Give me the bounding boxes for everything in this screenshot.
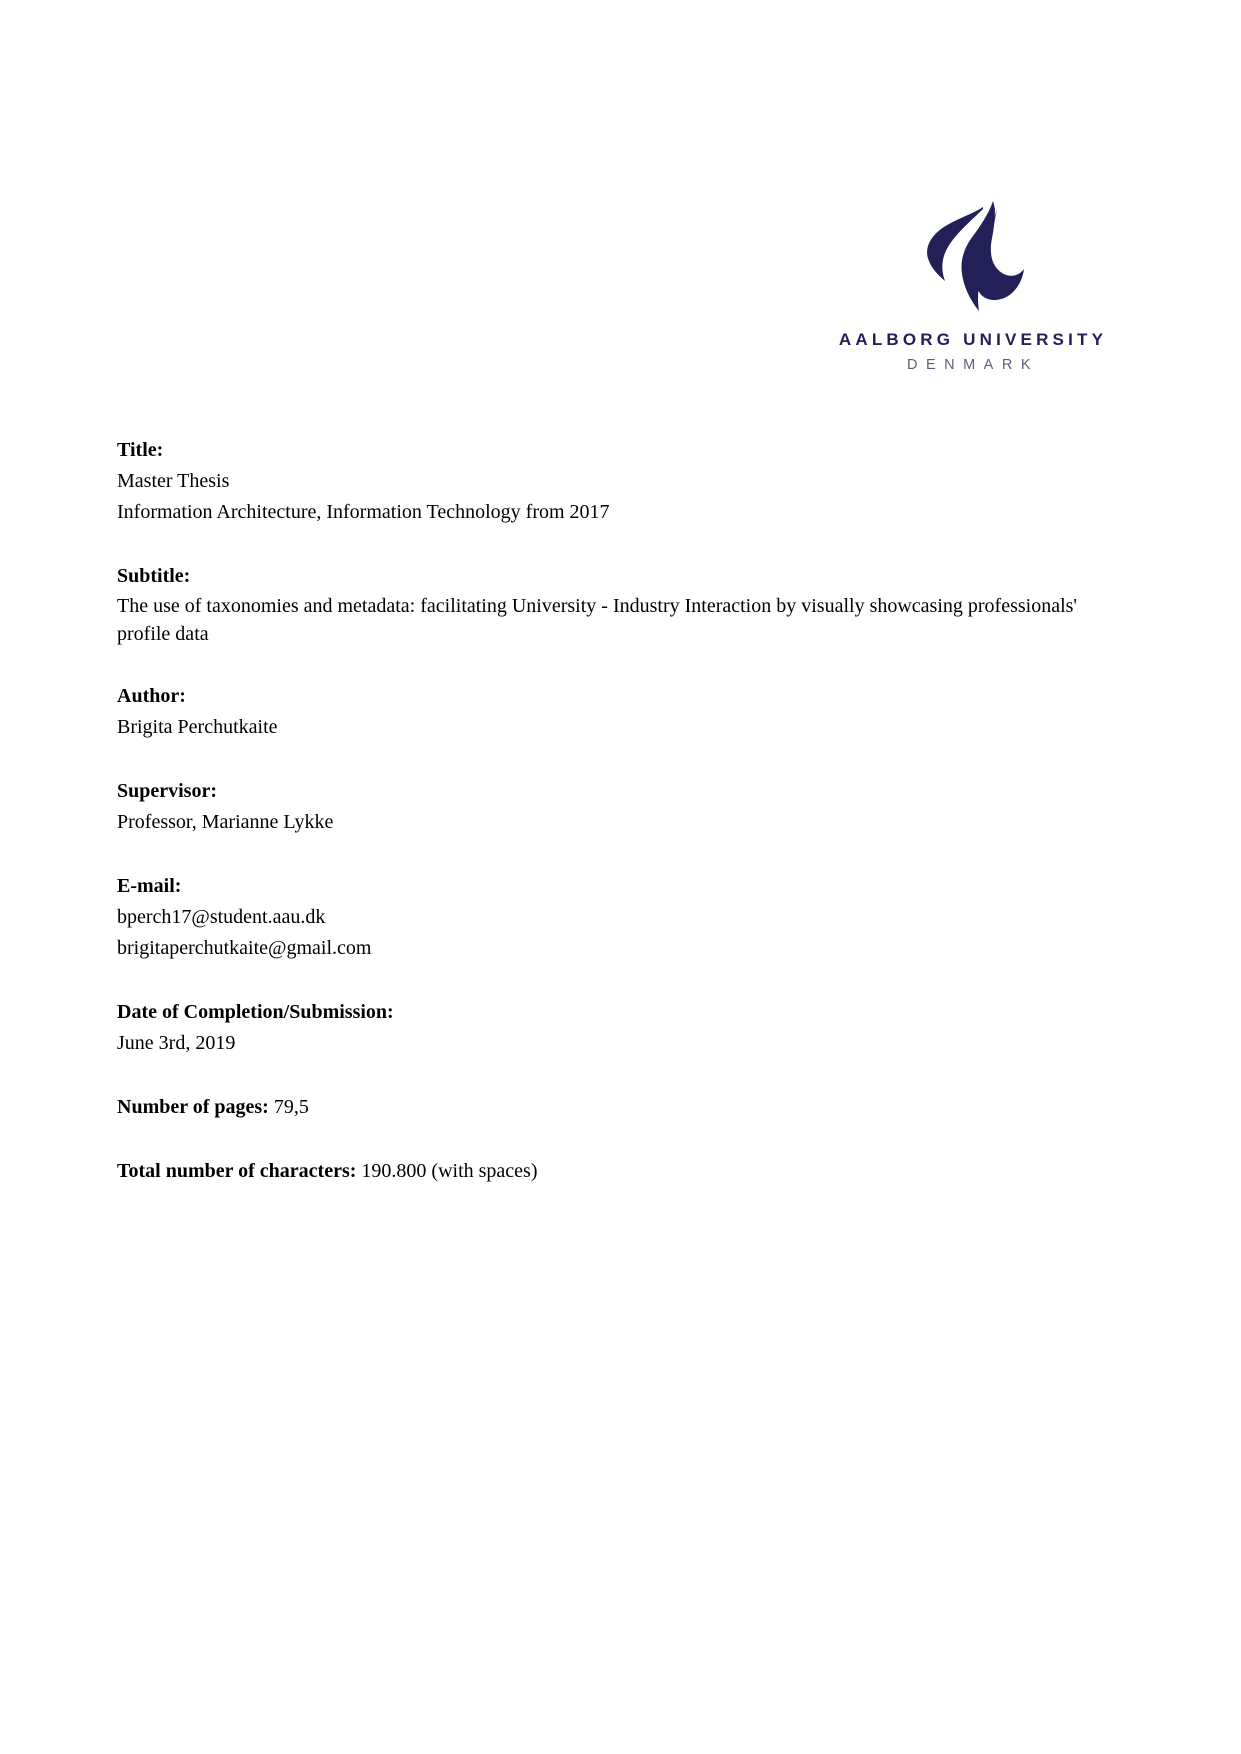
email-address-personal: brigitaperchutkaite@gmail.com [117, 937, 372, 959]
aau-logo [833, 197, 1113, 373]
field-block-subtitle [117, 561, 1102, 648]
field-block-title [117, 435, 1102, 528]
aau-flame-icon [922, 197, 1024, 315]
title-line-2: Information Architecture, Information Technology from 2017 [117, 501, 610, 523]
field-label-completion-date: Date of Completion/Submission: [117, 1001, 394, 1023]
logo-university-name: AALBORG UNIVERSITY [838, 330, 1108, 349]
field-label-email: E-mail: [117, 875, 182, 897]
page-count-value: 79,5 [273, 1096, 309, 1118]
field-label-character-count: Total number of characters: [117, 1160, 357, 1182]
field-label-author: Author: [117, 685, 186, 707]
field-block-character-count [117, 1156, 1102, 1187]
email-address-student: bperch17@student.aau.dk [117, 906, 326, 928]
field-block-completion-date [117, 997, 1102, 1059]
supervisor-name: Professor, Marianne Lykke [117, 811, 334, 833]
title-page-fields [117, 435, 1102, 1220]
field-label-supervisor: Supervisor: [117, 780, 217, 802]
logo-country-name: DENMARK [906, 357, 1039, 373]
field-block-email [117, 871, 1102, 964]
author-name: Brigita Perchutkaite [117, 716, 278, 738]
field-block-author [117, 681, 1102, 743]
field-label-subtitle: Subtitle: [117, 565, 191, 587]
field-block-supervisor [117, 776, 1102, 838]
field-block-page-count [117, 1092, 1102, 1123]
character-count-value: 190.800 (with spaces) [361, 1160, 538, 1182]
field-label-title: Title: [117, 439, 164, 461]
subtitle-text: The use of taxonomies and metadata: facilitating University - Industry Interaction by visually showcasing professionals' profile data [117, 595, 1078, 645]
field-label-page-count: Number of pages: [117, 1096, 269, 1118]
completion-date: June 3rd, 2019 [117, 1032, 236, 1054]
title-line-1: Master Thesis [117, 470, 230, 492]
